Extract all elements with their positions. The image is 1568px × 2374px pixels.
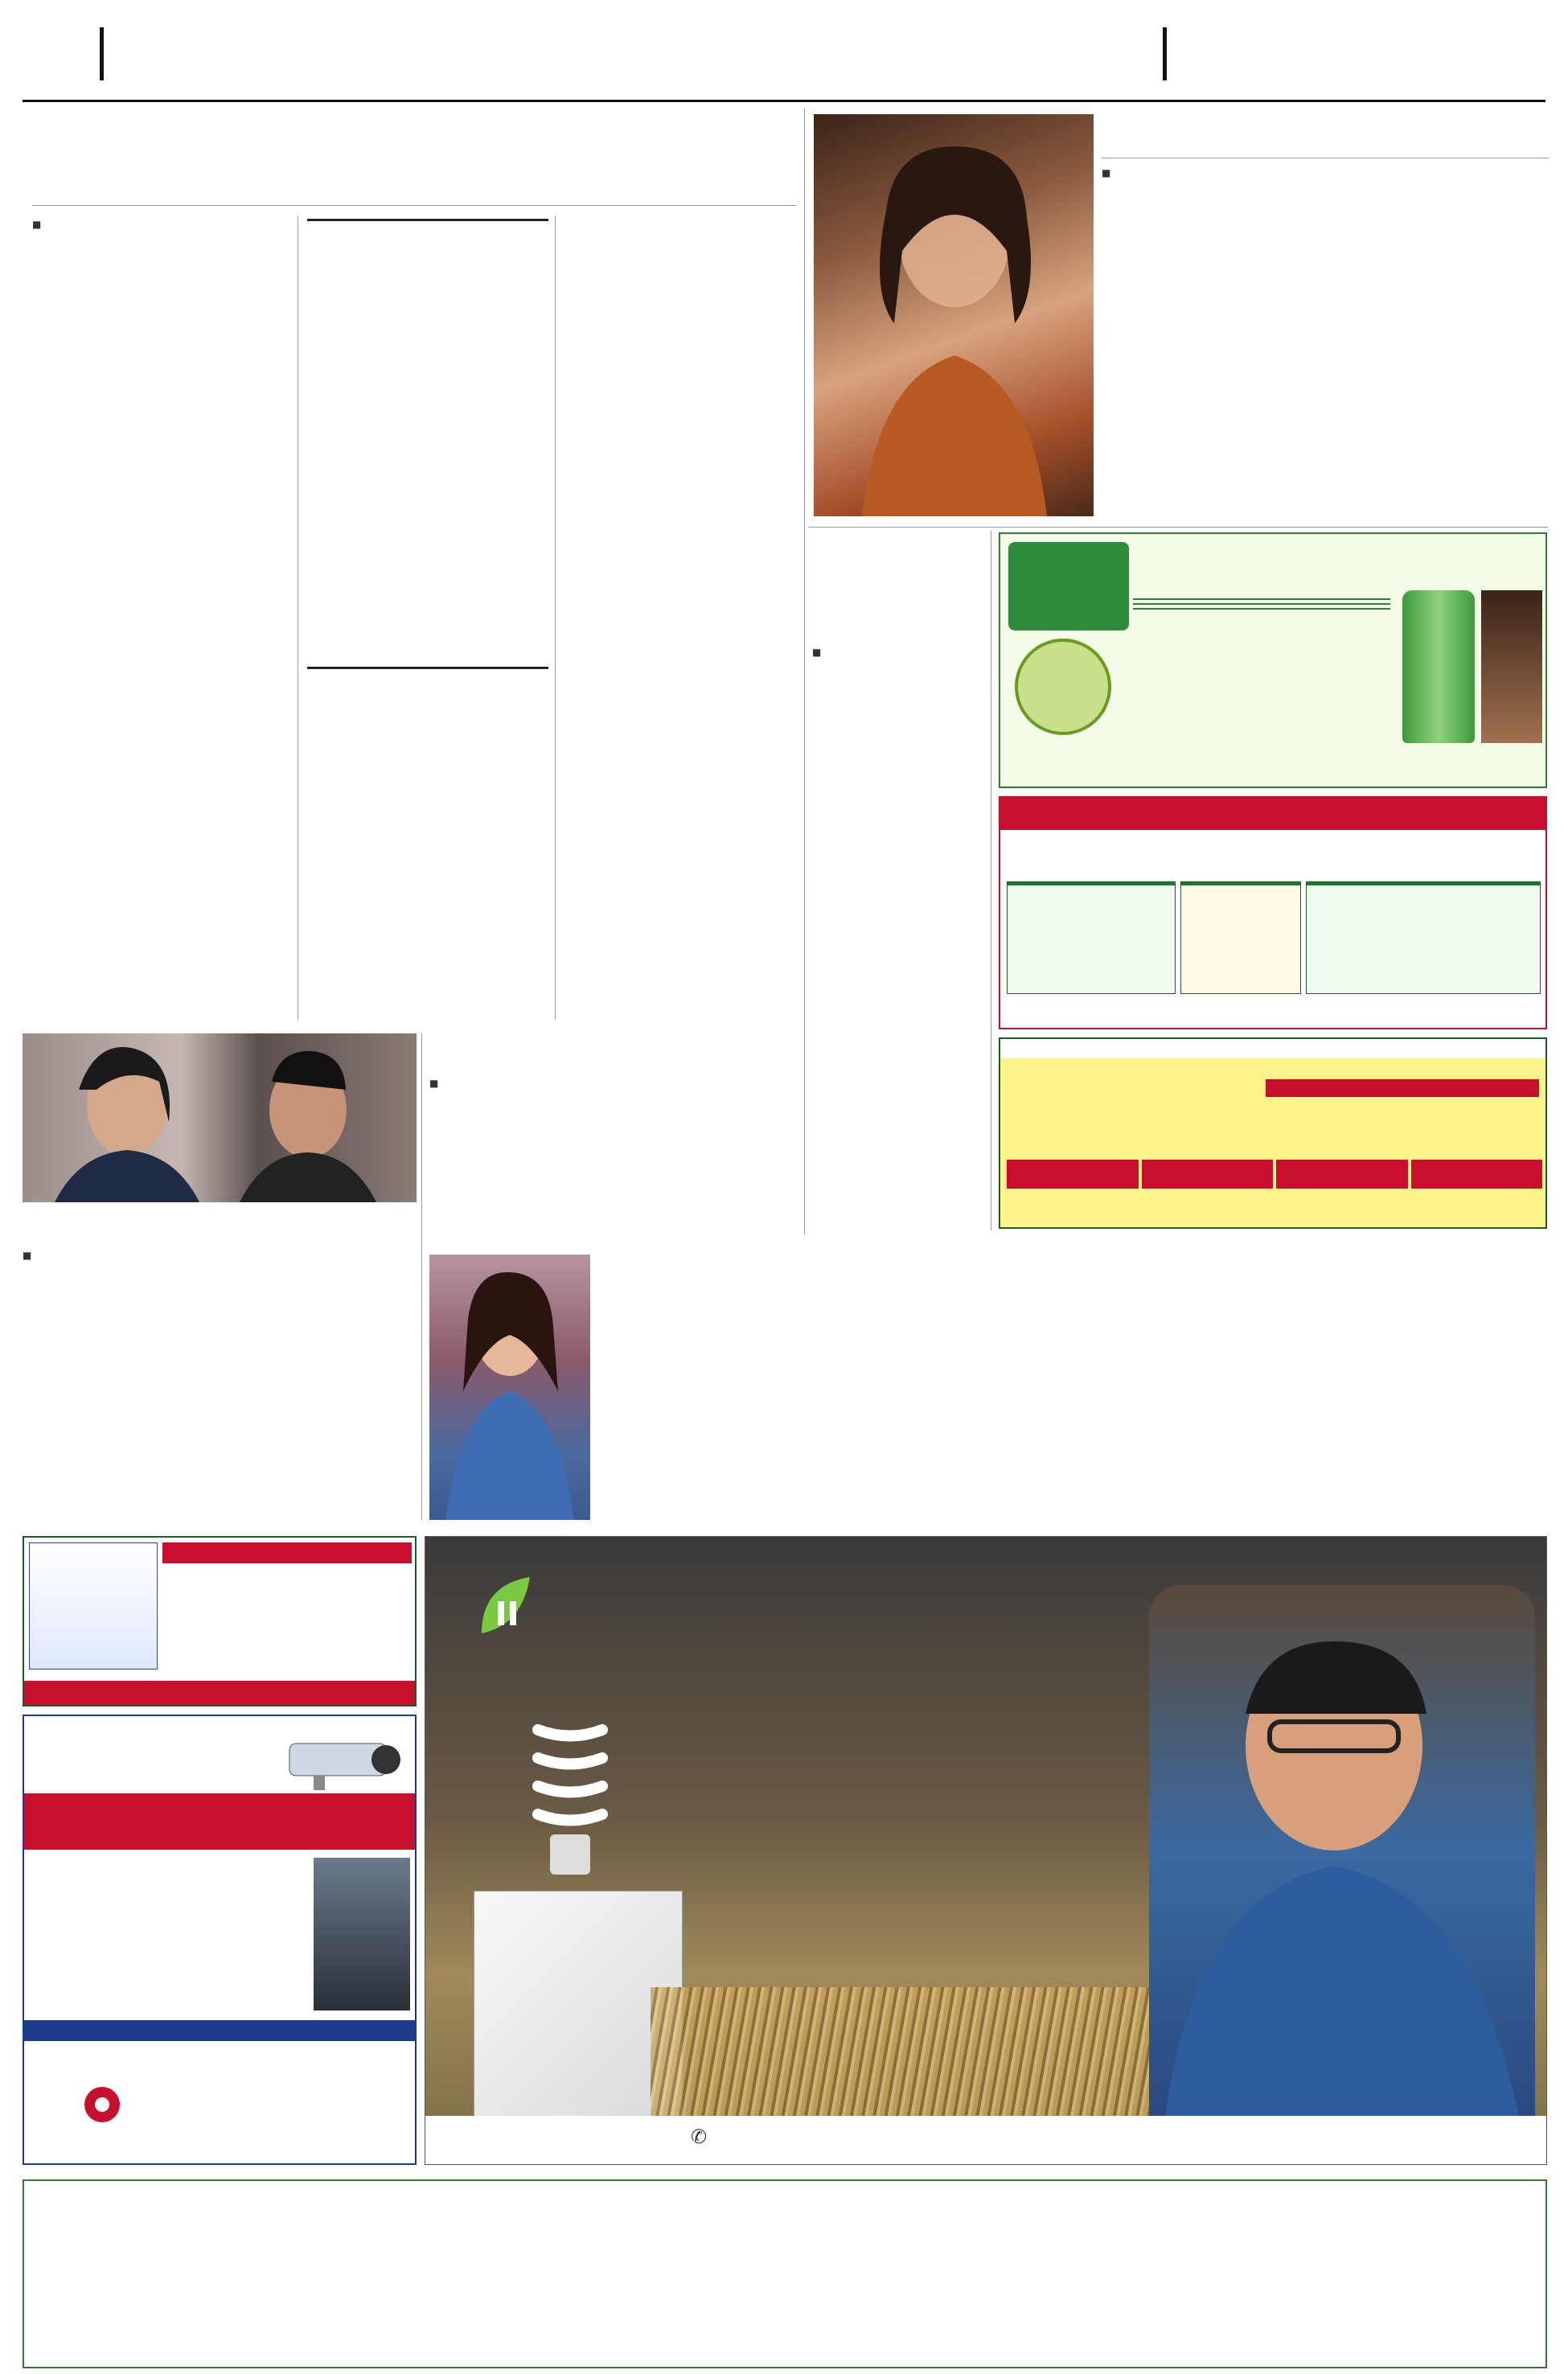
- fuad-rule: [421, 1033, 422, 1520]
- hair-oil-points: [1133, 598, 1390, 711]
- river-view-offer: [1000, 1039, 1008, 1054]
- masthead-rule: [23, 100, 1545, 102]
- heart-ad: [999, 796, 1547, 1029]
- salt-title: [167, 1570, 408, 1621]
- actweel-office: [185, 2083, 412, 2163]
- salt-ad: [23, 1536, 417, 1707]
- woman-silhouette-icon: [429, 1255, 590, 1520]
- river-view-offer-bar: [1000, 1039, 1545, 1058]
- river-view-hotline: [1406, 1192, 1543, 1229]
- cctv-camera-icon: [265, 1727, 410, 1792]
- click-footer-bar: [425, 2116, 1546, 2164]
- masthead-divider-right: [1163, 27, 1167, 80]
- river-view-prices: [1007, 1160, 1542, 1189]
- pipol-byline: [812, 643, 985, 661]
- hair-oil-phones: [1406, 544, 1543, 584]
- akhi-body-side: [597, 1255, 801, 1520]
- lead-col2b: [306, 684, 548, 1024]
- heart-box-diet: [1180, 881, 1301, 994]
- river-view-ad: [999, 1037, 1547, 1229]
- camera-icon: [265, 1727, 410, 1792]
- heart-box1-body: [1008, 885, 1175, 889]
- heart-box-medicine: [1007, 881, 1176, 994]
- actweel-address: [32, 2044, 410, 2060]
- river-view-location: [1005, 1060, 1541, 1076]
- river-view-price-4: [1411, 1160, 1543, 1189]
- hair-oil-quality-badge: [1015, 639, 1111, 735]
- heart-box2-body: [1181, 885, 1300, 889]
- actweel-brand: [32, 1740, 233, 1784]
- hair-oil-point-2: [1133, 603, 1390, 605]
- portrait-silhouette-icon: [814, 114, 1094, 516]
- click-hay: [651, 1987, 1149, 2116]
- actweel-title: [24, 1793, 415, 1850]
- hair-oil-point-3: [1133, 608, 1390, 610]
- actweel-footer: [24, 2020, 415, 2041]
- actweel-hotline: [32, 2062, 410, 2078]
- plug-leaf-icon: [474, 1569, 538, 1649]
- click-maker: [1326, 2129, 1535, 2154]
- actweel-body: [32, 1854, 306, 2015]
- lead-headline-rule: [32, 205, 796, 206]
- click-tagline-1: [747, 1842, 1036, 1878]
- actweel-url: [32, 1721, 217, 1739]
- river-view-address: [1097, 1193, 1402, 1208]
- click-man-photo: [1149, 1585, 1535, 2116]
- heart-doctor: [1007, 997, 1344, 1028]
- hair-oil-model-photo: [1481, 590, 1542, 743]
- click-store: [1053, 2127, 1197, 2159]
- river-view-project: [1016, 1078, 1193, 1099]
- river-view-subtitle: [1007, 1142, 1542, 1158]
- river-view-web: [1097, 1210, 1402, 1224]
- click-bulb: [490, 1714, 651, 1891]
- salt-packet: [29, 1542, 158, 1670]
- masthead: [23, 16, 1545, 97]
- akhi-body-top: [429, 1074, 801, 1247]
- salt-banner: [162, 1542, 412, 1563]
- masthead-date: [843, 58, 1148, 80]
- lead-col1: [32, 216, 291, 1024]
- click-phone: [691, 2126, 932, 2154]
- akhi-byline: [429, 1074, 801, 1092]
- lead-col3: [563, 216, 794, 1024]
- lead-headline: [32, 114, 796, 203]
- heart-ad-intro: [1007, 833, 1539, 880]
- salt-price-label: [289, 1624, 410, 1645]
- hair-oil-point-1: [1133, 598, 1390, 600]
- lead-byline: [32, 216, 291, 233]
- akhi-headline: [429, 1036, 801, 1068]
- hair-oil-bottle-label: [1406, 663, 1472, 695]
- click-box-label: [486, 1904, 582, 1928]
- priyanka-headline: [1102, 119, 1552, 154]
- masthead-day: [891, 34, 1148, 56]
- main-column-rule: [804, 109, 805, 1234]
- river-view-price-1: [1007, 1160, 1139, 1189]
- brand-logo: [1180, 27, 1545, 85]
- heart-center: [1348, 997, 1542, 1028]
- section-title: [117, 26, 326, 82]
- fuad-byline: [23, 1247, 417, 1264]
- salt-price: [241, 1645, 410, 1670]
- cfl-bulb-icon: [490, 1714, 651, 1891]
- priyanka-bottom-rule: [808, 527, 1548, 528]
- flower-logo-icon: [82, 2084, 122, 2125]
- hair-oil-bottle: [1402, 590, 1475, 743]
- fuad-headline: [23, 1210, 417, 1242]
- priyanka-byline: [1102, 164, 1549, 182]
- man-silhouette-icon: [1149, 1585, 1535, 2116]
- click-ad: [425, 1536, 1547, 2165]
- river-view-name: [1007, 1100, 1542, 1142]
- duo-silhouette-icon: [23, 1033, 417, 1202]
- polash-group-logo: [32, 2084, 177, 2162]
- hair-oil-badge-text: [1026, 671, 1100, 711]
- akhi-photo: [429, 1255, 590, 1520]
- hair-oil-facebook: [1129, 764, 1539, 782]
- pipol-headline: [812, 536, 985, 640]
- river-view-price-3: [1276, 1160, 1408, 1189]
- river-view-price-2: [1142, 1160, 1274, 1189]
- hair-oil-title: [1141, 547, 1398, 582]
- click-product: [474, 1665, 779, 1694]
- page-number: [31, 26, 95, 82]
- heart-ad-title: [1000, 798, 1545, 830]
- actweel-installer-photo: [314, 1858, 410, 2011]
- lead-col-rule-2: [555, 216, 556, 1020]
- polash-group-name: [32, 2128, 177, 2160]
- river-view-tagline: [1266, 1079, 1539, 1097]
- heart-box-lifestyle: [1306, 881, 1541, 994]
- click-logo: [474, 1569, 763, 1657]
- hair-oil-ad: [999, 532, 1547, 788]
- lead-pull-quote: [307, 219, 548, 669]
- phone-icon: ✆: [691, 2126, 708, 2148]
- click-brand: [546, 1569, 763, 1649]
- click-web: [474, 2126, 683, 2154]
- masthead-divider: [100, 27, 104, 80]
- salt-brand: [35, 1555, 152, 1587]
- heart-box3-body: [1307, 885, 1540, 889]
- click-available: [972, 2119, 1053, 2135]
- salt-phone: [24, 1681, 415, 1705]
- hair-oil-brand-badge: [1008, 542, 1129, 630]
- priyanka-body: [1102, 164, 1549, 522]
- hair-oil-brand: [1013, 566, 1124, 606]
- actweel-ad: [23, 1715, 417, 2165]
- priyanka-photo: [814, 114, 1094, 516]
- fuad-mila-photo: [23, 1033, 417, 1202]
- fuad-body: [23, 1247, 417, 1520]
- hair-oil-email: [1129, 745, 1539, 762]
- pipol-body: [812, 643, 985, 1230]
- click-tagline-2: [747, 1883, 1036, 1918]
- horoscope-section: [23, 2179, 1547, 2368]
- click-tagline-3: [747, 1939, 1117, 1971]
